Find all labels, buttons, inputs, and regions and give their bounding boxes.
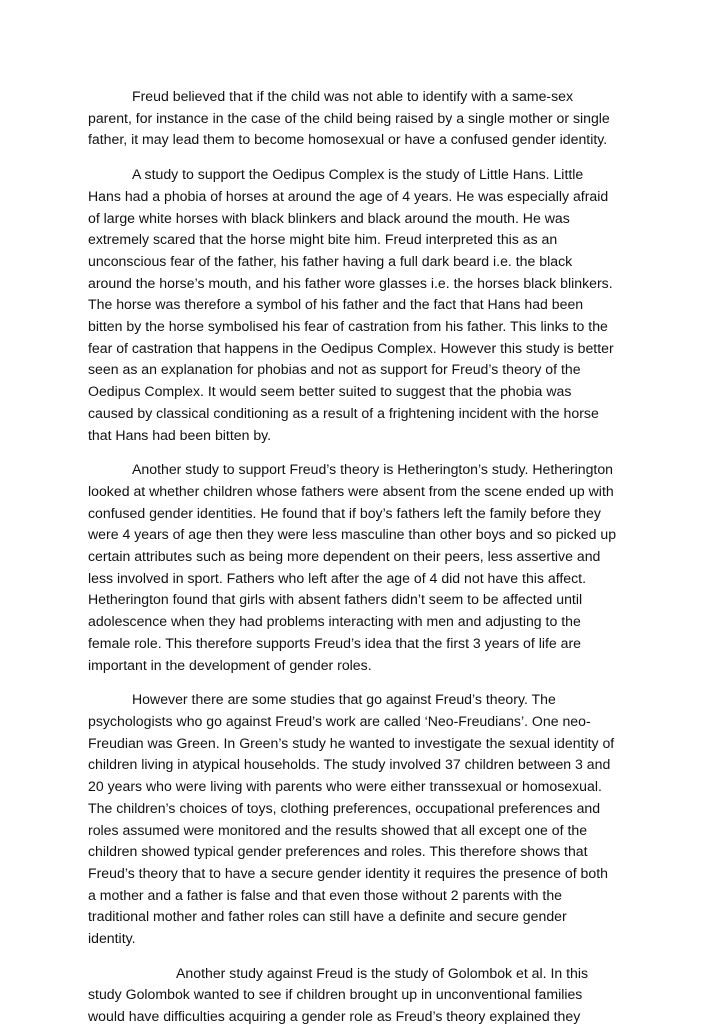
- text-line: Freudian was Green. In Green’s study he wanted to investigate the sexual identity of: [88, 734, 615, 751]
- text-line: Another study against Freud is the study of Golombok et al. In this: [176, 964, 589, 981]
- text-line: would have difficulties acquiring a gender role as Freud’s theory explained they: [88, 1008, 581, 1025]
- text-line: father, it may lead them to become homosexual or have a confused gender identity.: [88, 131, 608, 148]
- text-line: extremely scared that the horse might bite him. Freud interpreted this as an: [88, 231, 558, 248]
- paragraph-1: [88, 86, 641, 151]
- text-line: A study to support the Oedipus Complex is the study of Little Hans. Little: [132, 166, 584, 183]
- text-line: certain attributes such as being more dependent on their peers, less assertive and: [88, 548, 601, 565]
- text-line: traditional mother and father roles can still have a definite and secure gender: [88, 908, 567, 925]
- text-line: that Hans had been bitten by.: [88, 426, 272, 443]
- text-line: caused by classical conditioning as a result of a frightening incident with the horse: [88, 404, 599, 421]
- text-line: Another study to support Freud’s theory is Hetherington’s study. Hetherington: [132, 461, 614, 478]
- text-line: female role. This therefore supports Freud’s idea that the first 3 years of life are: [88, 634, 582, 651]
- text-line: a mother and a father is false and that even those without 2 parents with the: [88, 886, 562, 903]
- text-line: important in the development of gender roles.: [88, 656, 372, 673]
- text-line: fear of castration that happens in the Oedipus Complex. However this study is better: [88, 339, 614, 356]
- text-line: adolescence when they had problems interacting with men and adjusting to the: [88, 613, 581, 630]
- text-line: roles assumed were monitored and the results showed that all except one of the: [88, 821, 588, 838]
- text-line: were 4 years of age then they were less masculine than other boys and so picked up: [88, 526, 617, 543]
- text-line: Hetherington found that girls with absent fathers didn’t seem to be affected until: [88, 591, 583, 608]
- paragraph-3: [88, 459, 641, 676]
- text-line: less involved in sport. Fathers who left after the age of 4 did not have this affect.: [88, 569, 587, 586]
- text-line: The horse was therefore a symbol of his father and the fact that Hans had been: [88, 296, 584, 313]
- text-line: Freud’s theory that to have a secure gender identity it requires the presence of both: [88, 864, 608, 881]
- text-line: seen as an explanation for phobias and not as support for Freud’s theory of the: [88, 361, 581, 378]
- text-line: study Golombok wanted to see if children brought up in unconventional families: [88, 986, 583, 1003]
- text-line: identity.: [88, 930, 136, 947]
- text-line: parent, for instance in the case of the child being raised by a single mother or single: [88, 109, 610, 126]
- text-line: Hans had a phobia of horses at around the age of 4 years. He was especially afraid: [88, 187, 609, 204]
- text-line: children living in atypical households. The study involved 37 children between 3 and: [88, 756, 611, 773]
- text-line: confused gender identities. He found that if boy’s fathers left the family before they: [88, 504, 601, 521]
- paragraph-5: [88, 963, 641, 1028]
- text-line: bitten by the horse symbolised his fear of castration from his father. This links to the: [88, 318, 608, 335]
- text-line: around the horse’s mouth, and his father wore glasses i.e. the horses black blinkers.: [88, 274, 613, 291]
- text-line: However there are some studies that go against Freud’s theory. The: [132, 691, 556, 708]
- paragraph-4: [88, 689, 641, 949]
- text-line: unconscious fear of the father, his father having a full dark beard i.e. the black: [88, 252, 573, 269]
- text-line: looked at whether children whose fathers were absent from the scene ended up with: [88, 482, 614, 499]
- text-line: psychologists who go against Freud’s work are called ‘Neo-Freudians’. One neo-: [88, 712, 591, 729]
- paragraph-2: [88, 164, 641, 446]
- text-line: of large white horses with black blinkers and black around the mouth. He was: [88, 209, 570, 226]
- text-line: Freud believed that if the child was not able to identify with a same-sex: [132, 88, 574, 104]
- text-line: The children’s choices of toys, clothing preferences, occupational preferences and: [88, 799, 601, 816]
- text-line: 20 years who were living with parents who were either transsexual or homosexual.: [88, 778, 602, 795]
- text-line: children showed typical gender preferences and roles. This therefore shows that: [88, 843, 588, 860]
- text-line: Oedipus Complex. It would seem better suited to suggest that the phobia was: [88, 383, 572, 400]
